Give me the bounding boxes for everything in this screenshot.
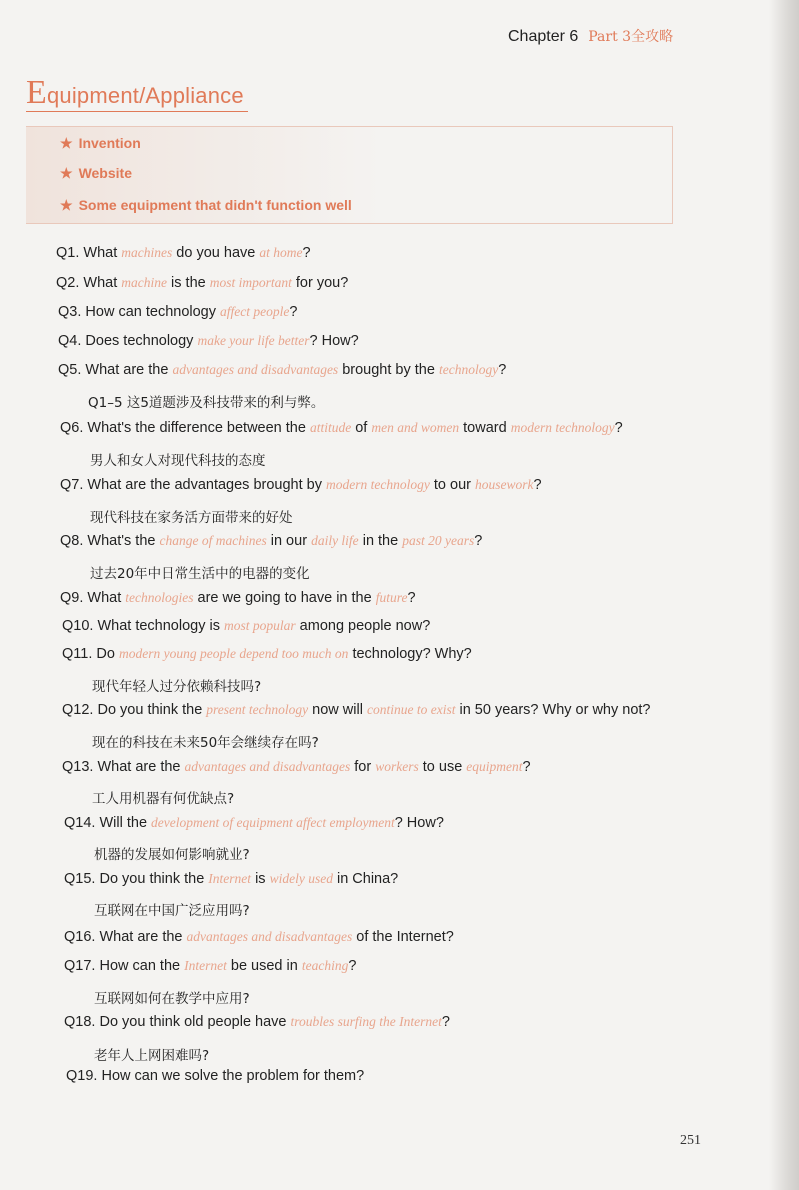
star-icon: ★ xyxy=(60,165,73,181)
keyword-highlight: change of machines xyxy=(159,533,267,548)
keyword-highlight: Internet xyxy=(184,958,227,973)
keyword-highlight: attitude xyxy=(309,420,352,435)
keyword-highlight: advantages and disadvantages xyxy=(172,362,339,377)
keyword-highlight: widely used xyxy=(269,871,333,886)
topic-item: ★ Website xyxy=(60,165,132,181)
question-text: What xyxy=(83,275,122,291)
keyword-highlight: modern young people depend too much on xyxy=(118,646,349,661)
keyword-highlight: technologies xyxy=(125,590,194,605)
question-text: toward xyxy=(459,420,511,436)
question-2 xyxy=(56,275,348,291)
keyword-highlight: continue to exist xyxy=(366,702,456,717)
question-text: Do you think old people have xyxy=(99,1014,291,1030)
question-number: Q9. xyxy=(60,590,88,606)
question-text: ? xyxy=(441,1014,450,1030)
question-text: ? xyxy=(522,759,531,775)
question-text: now will xyxy=(308,702,367,718)
section-title-initial: E xyxy=(26,74,47,111)
part-label: Part 3全攻略 xyxy=(588,29,674,45)
question-text: for xyxy=(350,759,376,775)
question-number: Q19. xyxy=(66,1068,102,1084)
chinese-note: 现代年轻人过分依赖科技吗? xyxy=(92,679,262,695)
question-11 xyxy=(62,646,472,662)
keyword-highlight: equipment xyxy=(466,759,523,774)
question-number: Q6. xyxy=(60,420,88,436)
question-text: ? xyxy=(533,477,542,493)
topic-item: ★ Some equipment that didn't function well xyxy=(60,197,352,213)
question-text: Do you think the xyxy=(97,702,207,718)
question-text: What's the difference between the xyxy=(87,420,310,436)
question-text: in our xyxy=(266,533,312,549)
question-text: Does technology xyxy=(85,333,198,349)
question-text: ? xyxy=(498,362,507,378)
question-text: ? How? xyxy=(394,815,444,831)
keyword-highlight: teaching xyxy=(301,958,349,973)
chapter-label: Chapter 6 xyxy=(508,28,579,45)
keyword-highlight: machine xyxy=(121,275,168,290)
question-text: How can the xyxy=(99,958,185,974)
question-10 xyxy=(62,618,430,634)
question-number: Q4. xyxy=(58,333,86,349)
star-icon: ★ xyxy=(60,197,73,213)
chinese-note: Q1–5 这5道题涉及科技带来的利与弊。 xyxy=(88,395,325,411)
question-16 xyxy=(64,929,454,945)
keyword-highlight: development of equipment affect employment xyxy=(151,815,395,830)
question-text: of the Internet? xyxy=(352,929,454,945)
keyword-highlight: present technology xyxy=(206,702,309,717)
topic-item: ★ Invention xyxy=(60,135,141,151)
question-text: for you? xyxy=(291,275,349,291)
question-text: What technology is xyxy=(97,618,225,634)
question-text: be used in xyxy=(226,958,302,974)
question-text: ? xyxy=(474,533,483,549)
keyword-highlight: modern technology xyxy=(326,477,430,492)
question-3 xyxy=(58,304,297,320)
question-number: Q13. xyxy=(62,759,98,775)
chinese-note: 机器的发展如何影响就业? xyxy=(94,847,250,863)
chinese-note: 男人和女人对现代科技的态度 xyxy=(90,453,266,469)
question-text: ? xyxy=(348,958,357,974)
question-number: Q14. xyxy=(64,815,100,831)
chinese-note: 互联网如何在教学中应用? xyxy=(94,991,250,1007)
keyword-highlight: at home xyxy=(259,245,303,260)
question-text: among people now? xyxy=(295,618,431,634)
section-title-rest: quipment/Appliance xyxy=(46,83,244,108)
question-text: in the xyxy=(358,533,403,549)
question-text: ? xyxy=(614,420,623,436)
question-number: Q10. xyxy=(62,618,98,634)
question-number: Q2. xyxy=(56,275,84,291)
question-text: Do you think the xyxy=(99,871,209,887)
question-text: to our xyxy=(429,477,476,493)
question-text: to use xyxy=(418,759,467,775)
question-6 xyxy=(60,420,623,436)
question-text: of xyxy=(351,420,372,436)
question-number: Q12. xyxy=(62,702,98,718)
question-number: Q1. xyxy=(56,245,84,261)
keyword-highlight: advantages and disadvantages xyxy=(184,759,351,774)
keyword-highlight: machines xyxy=(121,245,173,260)
question-text: brought by the xyxy=(338,362,439,378)
question-text: are we going to have in the xyxy=(193,590,376,606)
keyword-highlight: daily life xyxy=(311,533,359,548)
chinese-note: 工人用机器有何优缺点? xyxy=(92,791,235,807)
question-number: Q5. xyxy=(58,362,86,378)
question-text: Will the xyxy=(99,815,152,831)
question-number: Q7. xyxy=(60,477,88,493)
page-number: 251 xyxy=(680,1133,701,1148)
star-icon: ★ xyxy=(60,135,73,151)
question-9 xyxy=(60,590,416,606)
question-text: ? How? xyxy=(309,333,359,349)
keyword-highlight: past 20 years xyxy=(402,533,475,548)
chinese-note: 互联网在中国广泛应用吗? xyxy=(94,903,250,919)
keyword-highlight: workers xyxy=(375,759,419,774)
question-17 xyxy=(64,958,356,974)
question-8 xyxy=(60,533,482,549)
question-13 xyxy=(62,759,531,775)
topics-box xyxy=(26,126,673,224)
question-text: How can we solve the problem for them? xyxy=(101,1068,365,1084)
question-text: in 50 years? Why or why not? xyxy=(455,702,651,718)
question-text: Do xyxy=(96,646,119,662)
question-text: is xyxy=(251,871,270,887)
question-number: Q15. xyxy=(64,871,100,887)
question-5 xyxy=(58,362,506,378)
question-1 xyxy=(56,245,311,261)
question-number: Q16. xyxy=(64,929,100,945)
question-text: ? xyxy=(302,245,311,261)
keyword-highlight: modern technology xyxy=(510,420,615,435)
question-text: What are the xyxy=(85,362,173,378)
question-number: Q11. xyxy=(62,646,97,662)
chinese-note: 老年人上网困难吗? xyxy=(94,1048,210,1064)
question-text: What's the xyxy=(87,533,160,549)
question-text: What xyxy=(83,245,122,261)
question-text: ? xyxy=(407,590,416,606)
question-text: What are the advantages brought by xyxy=(87,477,327,493)
question-14 xyxy=(64,815,444,831)
keyword-highlight: affect people xyxy=(220,304,290,319)
section-title xyxy=(26,74,248,112)
question-text: How can technology xyxy=(85,304,221,320)
keyword-highlight: most important xyxy=(209,275,292,290)
keyword-highlight: troubles surfing the Internet xyxy=(290,1014,442,1029)
chinese-note: 现代科技在家务活方面带来的好处 xyxy=(90,510,293,526)
keyword-highlight: make your life better xyxy=(197,333,310,348)
keyword-highlight: technology xyxy=(438,362,499,377)
question-text: in China? xyxy=(332,871,399,887)
keyword-highlight: most popular xyxy=(224,618,296,633)
question-18 xyxy=(64,1014,450,1030)
question-7 xyxy=(60,477,542,493)
question-text: ? xyxy=(289,304,298,320)
running-head xyxy=(508,26,673,46)
question-text: is the xyxy=(167,275,210,291)
question-text: technology? Why? xyxy=(348,646,472,662)
question-text: What xyxy=(87,590,126,606)
question-text: do you have xyxy=(172,245,260,261)
page-edge xyxy=(769,0,799,1190)
question-number: Q17. xyxy=(64,958,100,974)
question-number: Q3. xyxy=(58,304,86,320)
question-text: What are the xyxy=(97,759,185,775)
question-text: What are the xyxy=(99,929,187,945)
keyword-highlight: future xyxy=(375,590,408,605)
question-4 xyxy=(58,333,359,349)
question-12 xyxy=(62,702,651,718)
question-19 xyxy=(66,1068,364,1084)
question-15 xyxy=(64,871,398,887)
keyword-highlight: housework xyxy=(475,477,534,492)
keyword-highlight: men and women xyxy=(371,420,460,435)
chinese-note: 现在的科技在未来50年会继续存在吗? xyxy=(92,735,319,751)
keyword-highlight: advantages and disadvantages xyxy=(186,929,353,944)
chinese-note: 过去20年中日常生活中的电器的变化 xyxy=(90,566,310,582)
keyword-highlight: Internet xyxy=(208,871,252,886)
question-number: Q8. xyxy=(60,533,88,549)
question-number: Q18. xyxy=(64,1014,100,1030)
